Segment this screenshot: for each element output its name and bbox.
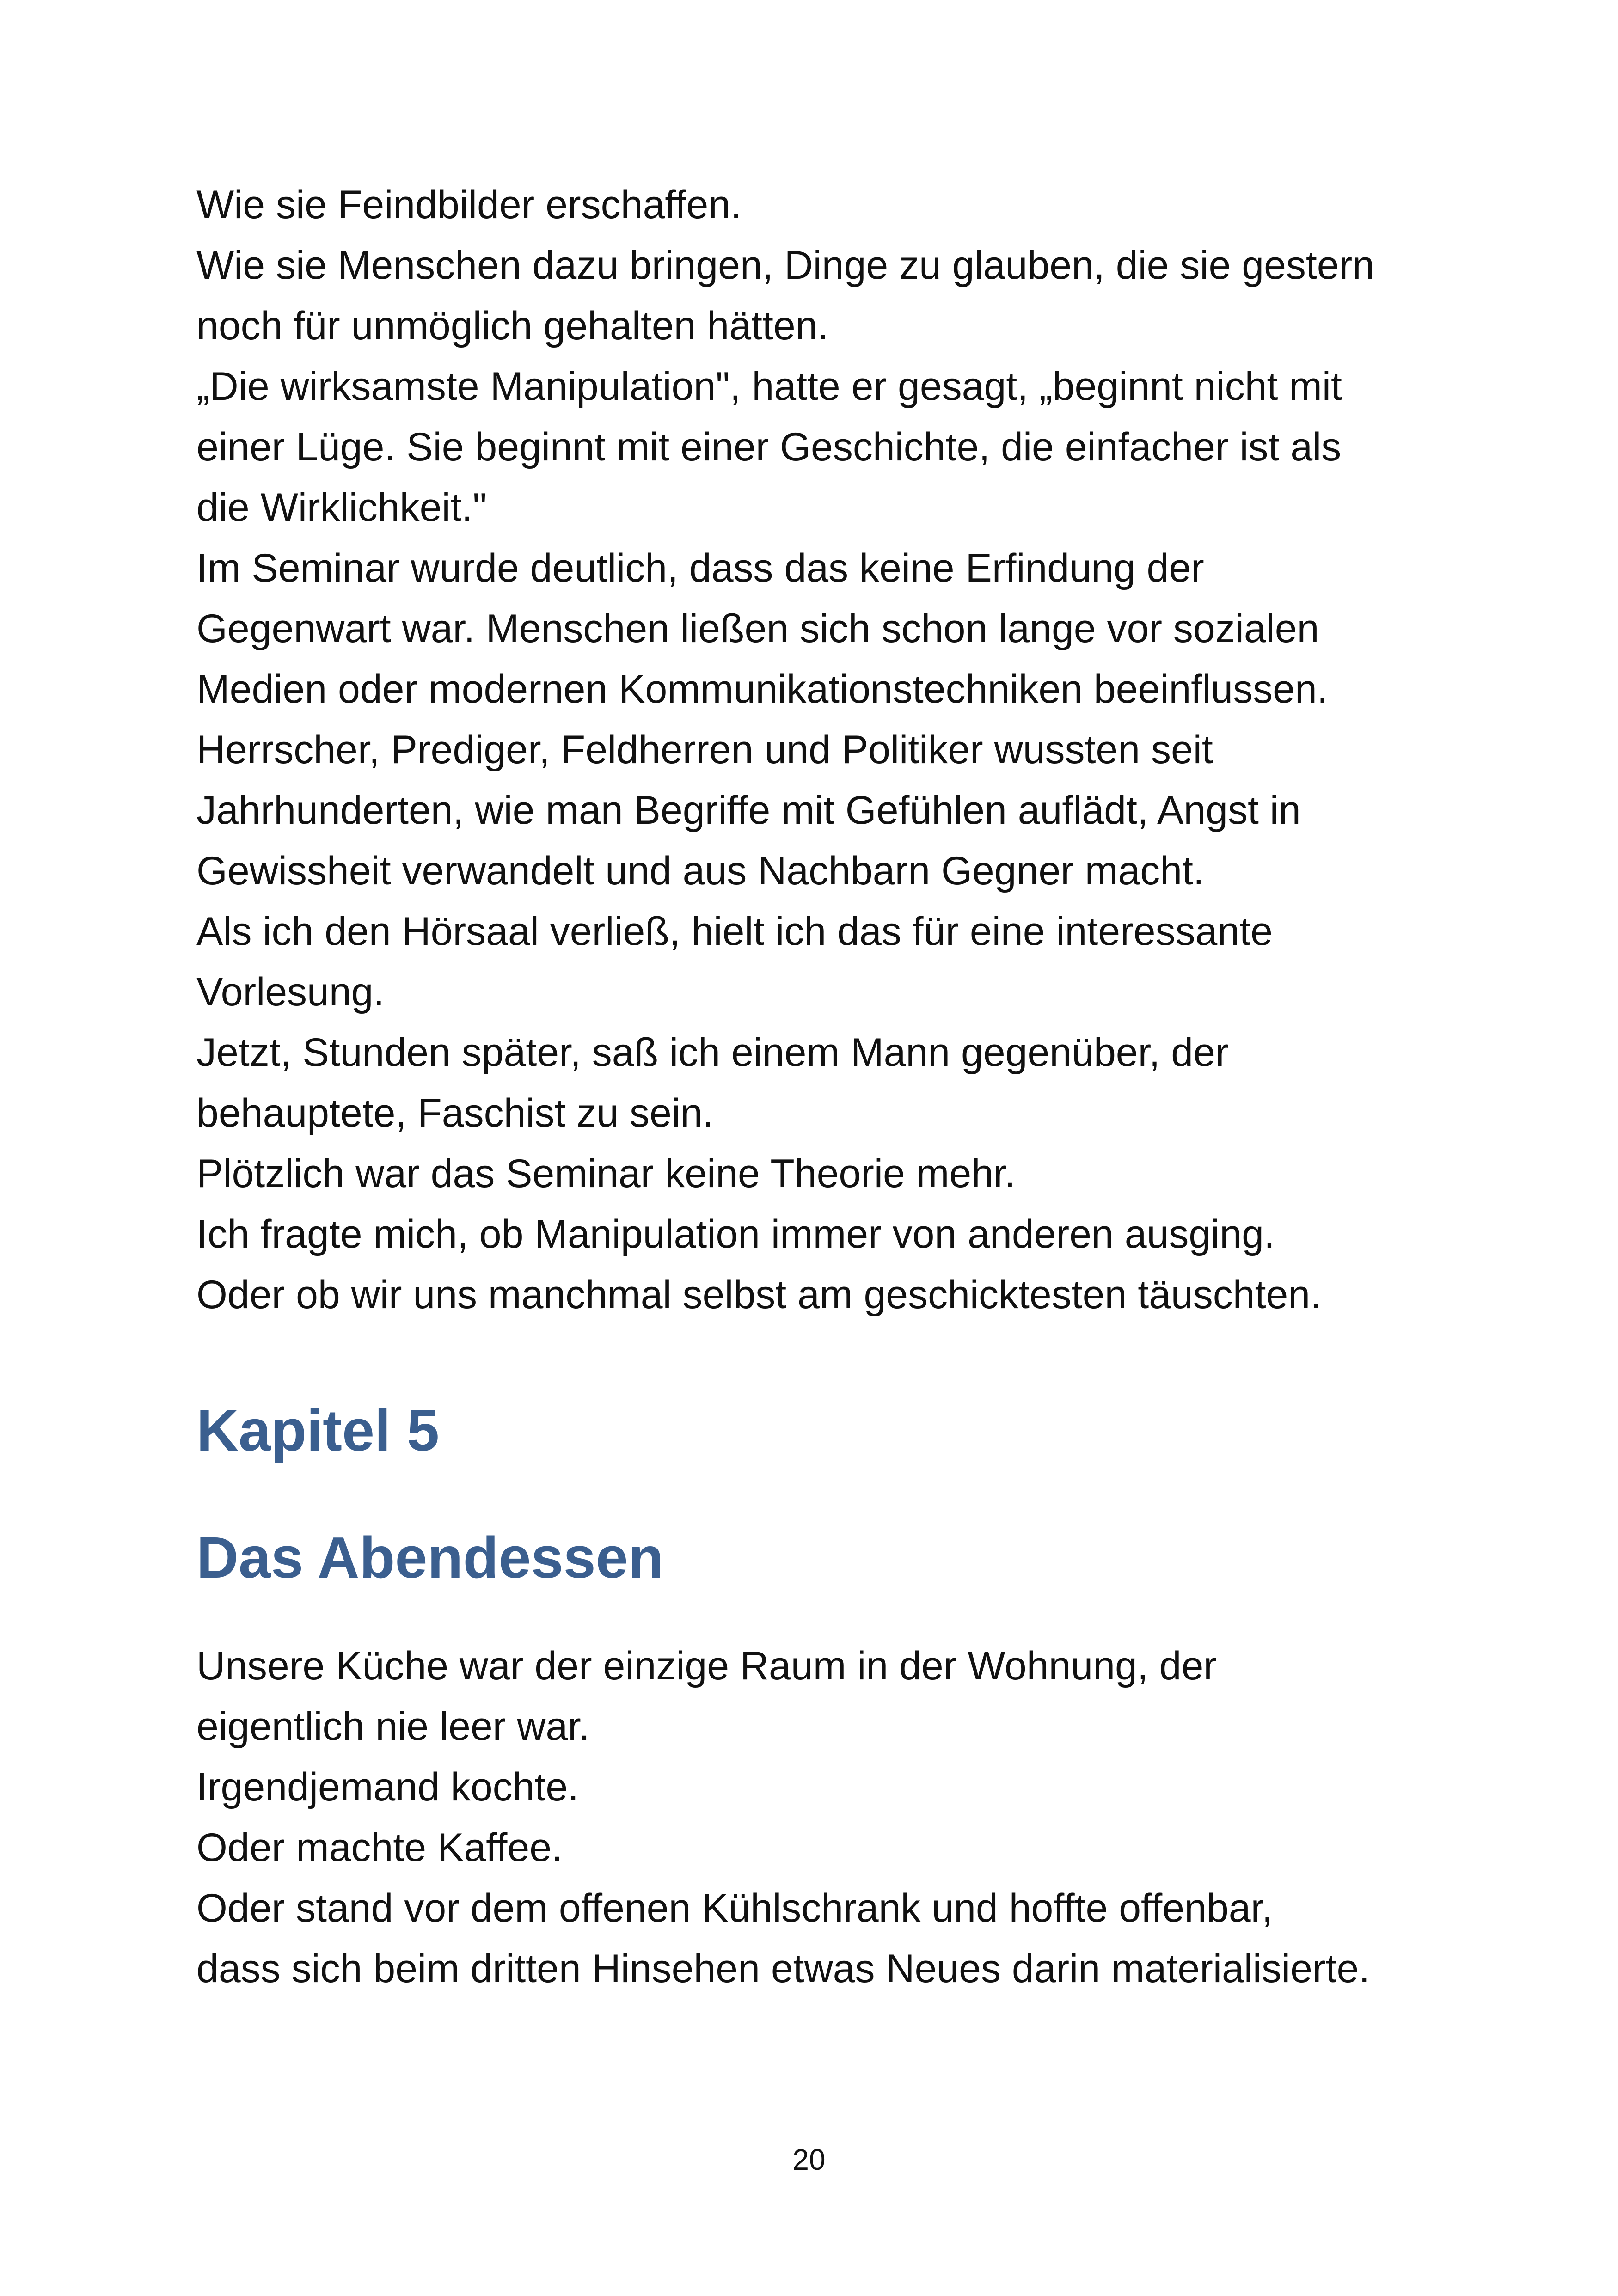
text-line: Herrscher, Prediger, Feldherren und Politiker wussten seit <box>196 728 1213 772</box>
text-line: Unsere Küche war der einzige Raum in der Wohnung, der <box>196 1644 1217 1688</box>
text-line: dass sich beim dritten Hinsehen etwas Neues darin materialisierte. <box>196 1947 1370 1991</box>
text-line: die Wirklichkeit." <box>196 485 487 530</box>
text-line: eigentlich nie leer war. <box>196 1704 590 1749</box>
text-line: Wie sie Menschen dazu bringen, Dinge zu glauben, die sie gestern <box>196 243 1375 288</box>
text-line: Oder stand vor dem offenen Kühlschrank und hoffte offenbar, <box>196 1886 1273 1930</box>
body-text-top <box>196 175 1491 1325</box>
chapter-number-heading: Kapitel 5 <box>196 1398 440 1463</box>
text-line: Medien oder modernen Kommunikationstechniken beeinflussen. <box>196 667 1328 711</box>
body-text-bottom <box>196 1636 1491 1999</box>
text-line: Jahrhunderten, wie man Begriffe mit Gefühlen auflädt, Angst in <box>196 788 1301 833</box>
text-line: Gewissheit verwandelt und aus Nachbarn Gegner macht. <box>196 849 1204 893</box>
text-line: Plötzlich war das Seminar keine Theorie mehr. <box>196 1151 1016 1196</box>
text-line: einer Lüge. Sie beginnt mit einer Geschichte, die einfacher ist als <box>196 425 1342 469</box>
text-line: „Die wirksamste Manipulation", hatte er gesagt, „beginnt nicht mit <box>196 364 1342 409</box>
chapter-title-heading: Das Abendessen <box>196 1525 664 1590</box>
text-line: Gegenwart war. Menschen ließen sich schon lange vor sozialen <box>196 606 1319 651</box>
text-line: Im Seminar wurde deutlich, dass das keine Erfindung der <box>196 546 1204 590</box>
page-number: 20 <box>792 2143 826 2176</box>
text-line: Wie sie Feindbilder erschaffen. <box>196 183 742 227</box>
text-line: Oder ob wir uns manchmal selbst am geschicktesten täuschten. <box>196 1273 1322 1317</box>
text-line: Als ich den Hörsaal verließ, hielt ich das für eine interessante <box>196 909 1273 954</box>
text-line: Oder machte Kaffee. <box>196 1825 563 1870</box>
text-line: behauptete, Faschist zu sein. <box>196 1091 714 1135</box>
text-line: noch für unmöglich gehalten hätten. <box>196 304 829 348</box>
text-line: Ich fragte mich, ob Manipulation immer von anderen ausging. <box>196 1212 1275 1256</box>
text-line: Vorlesung. <box>196 970 385 1014</box>
text-line: Jetzt, Stunden später, saß ich einem Mann gegenüber, der <box>196 1030 1229 1075</box>
text-line: Irgendjemand kochte. <box>196 1765 579 1809</box>
